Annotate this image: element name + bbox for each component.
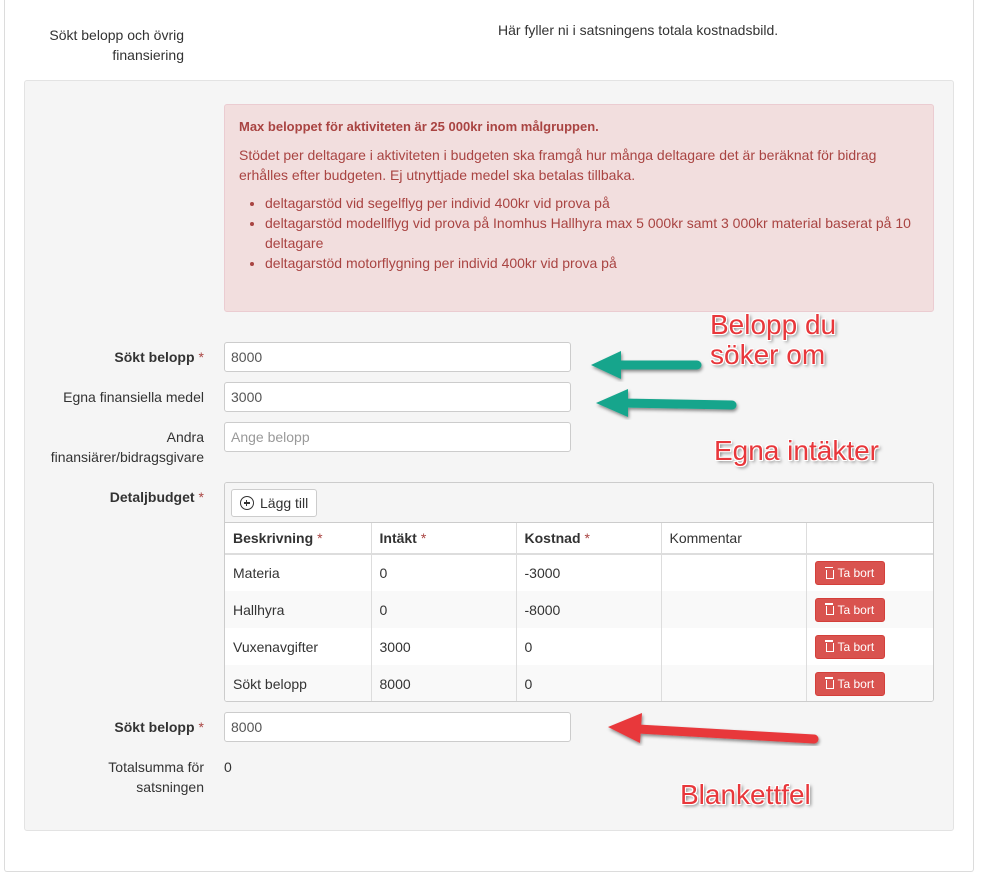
delete-row-button[interactable]: Ta bort — [815, 635, 886, 659]
alert-list-item: • deltagarstöd motorflygning per individ 400kr vid prova på — [265, 253, 919, 273]
cell-kostnad[interactable]: 0 — [516, 628, 661, 665]
egna-medel-input[interactable] — [224, 382, 571, 412]
alert-list-item: • deltagarstöd modellflyg vid prova på Inomhus Hallhyra max 5 000kr samt 3 000kr material baserat på 10 deltagare — [265, 213, 919, 253]
delete-row-button[interactable]: Ta bort — [815, 598, 886, 622]
egna-medel-label: Egna finansiella medel — [63, 389, 204, 405]
teal-arrow-icon — [585, 345, 710, 385]
trash-icon — [826, 570, 834, 579]
sokt-belopp-input[interactable] — [224, 342, 571, 372]
trash-icon — [826, 606, 834, 615]
cell-kommentar[interactable] — [661, 628, 806, 665]
totalsumma-label: Totalsumma för satsningen — [108, 759, 204, 795]
sokt-belopp-input-2[interactable] — [224, 712, 571, 742]
annotation-egna: Egna intäkter — [714, 435, 879, 466]
annotation-blankettfel: Blankettfel — [680, 779, 811, 810]
cell-intakt[interactable]: 8000 — [371, 665, 516, 702]
cell-beskrivning[interactable]: Vuxenavgifter — [225, 628, 371, 665]
budget-table — [225, 523, 933, 702]
cell-kostnad[interactable]: -8000 — [516, 591, 661, 628]
cell-kommentar[interactable] — [661, 665, 806, 702]
table-row — [225, 665, 933, 702]
cell-beskrivning[interactable]: Materia — [225, 554, 371, 591]
alert-body: Stödet per deltagare i aktiviteten i budgeten ska framgå hur många deltagare det är beräknat för bidrag erhålles efter budgeten. Ej utnyttjade medel ska betalas tillbaka. — [239, 147, 877, 183]
add-row-button[interactable] — [231, 489, 317, 517]
info-alert — [224, 104, 934, 312]
teal-arrow-icon — [590, 385, 745, 425]
col-header-beskrivning[interactable]: Beskrivning * — [225, 523, 371, 554]
red-arrow-icon — [600, 705, 830, 755]
alert-list — [239, 193, 919, 273]
table-row — [225, 591, 933, 628]
plus-circle-icon — [240, 496, 254, 510]
alert-title: Max beloppet för aktiviteten är 25 000kr inom målgruppen. — [239, 119, 599, 134]
detaljbudget-label: Detaljbudget * — [109, 489, 204, 505]
cell-kommentar[interactable] — [661, 591, 806, 628]
table-header-row — [225, 523, 933, 554]
cell-actions — [806, 554, 933, 591]
col-header-kommentar[interactable]: Kommentar — [661, 523, 806, 554]
table-row — [225, 554, 933, 591]
trash-icon — [826, 643, 834, 652]
cell-actions — [806, 591, 933, 628]
section-label: Sökt belopp och övrig finansiering — [49, 27, 184, 63]
cell-intakt[interactable]: 0 — [371, 591, 516, 628]
col-header-actions — [806, 523, 933, 554]
add-row-label: Lägg till — [260, 495, 309, 511]
intro-text: Här fyller ni i satsningens totala kostnadsbild. — [498, 22, 779, 38]
cell-beskrivning[interactable]: Hallhyra — [225, 591, 371, 628]
detaljbudget-table-box — [224, 482, 934, 702]
trash-icon — [826, 680, 834, 689]
sokt-belopp-label: Sökt belopp * — [114, 349, 204, 365]
cell-kostnad[interactable]: 0 — [516, 665, 661, 702]
cell-kommentar[interactable] — [661, 554, 806, 591]
cell-kostnad[interactable]: -3000 — [516, 554, 661, 591]
andra-finansiarer-input[interactable] — [224, 422, 571, 452]
budget-toolbar — [225, 483, 933, 523]
delete-row-button[interactable]: Ta bort — [815, 561, 886, 585]
cell-actions — [806, 665, 933, 702]
col-header-kostnad[interactable]: Kostnad * — [516, 523, 661, 554]
alert-list-item: • deltagarstöd vid segelflyg per individ 400kr vid prova på — [265, 193, 919, 213]
cell-intakt[interactable]: 0 — [371, 554, 516, 591]
table-row — [225, 628, 933, 665]
sokt-belopp-label-2: Sökt belopp * — [114, 719, 204, 735]
totalsumma-value: 0 — [224, 759, 232, 775]
cell-beskrivning[interactable]: Sökt belopp — [225, 665, 371, 702]
delete-row-button[interactable]: Ta bort — [815, 672, 886, 696]
andra-finansiarer-label: Andra finansiärer/bidragsgivare — [50, 429, 204, 465]
cell-actions — [806, 628, 933, 665]
cell-intakt[interactable]: 3000 — [371, 628, 516, 665]
annotation-belopp: Belopp du söker om — [710, 309, 837, 370]
col-header-intakt[interactable]: Intäkt * — [371, 523, 516, 554]
